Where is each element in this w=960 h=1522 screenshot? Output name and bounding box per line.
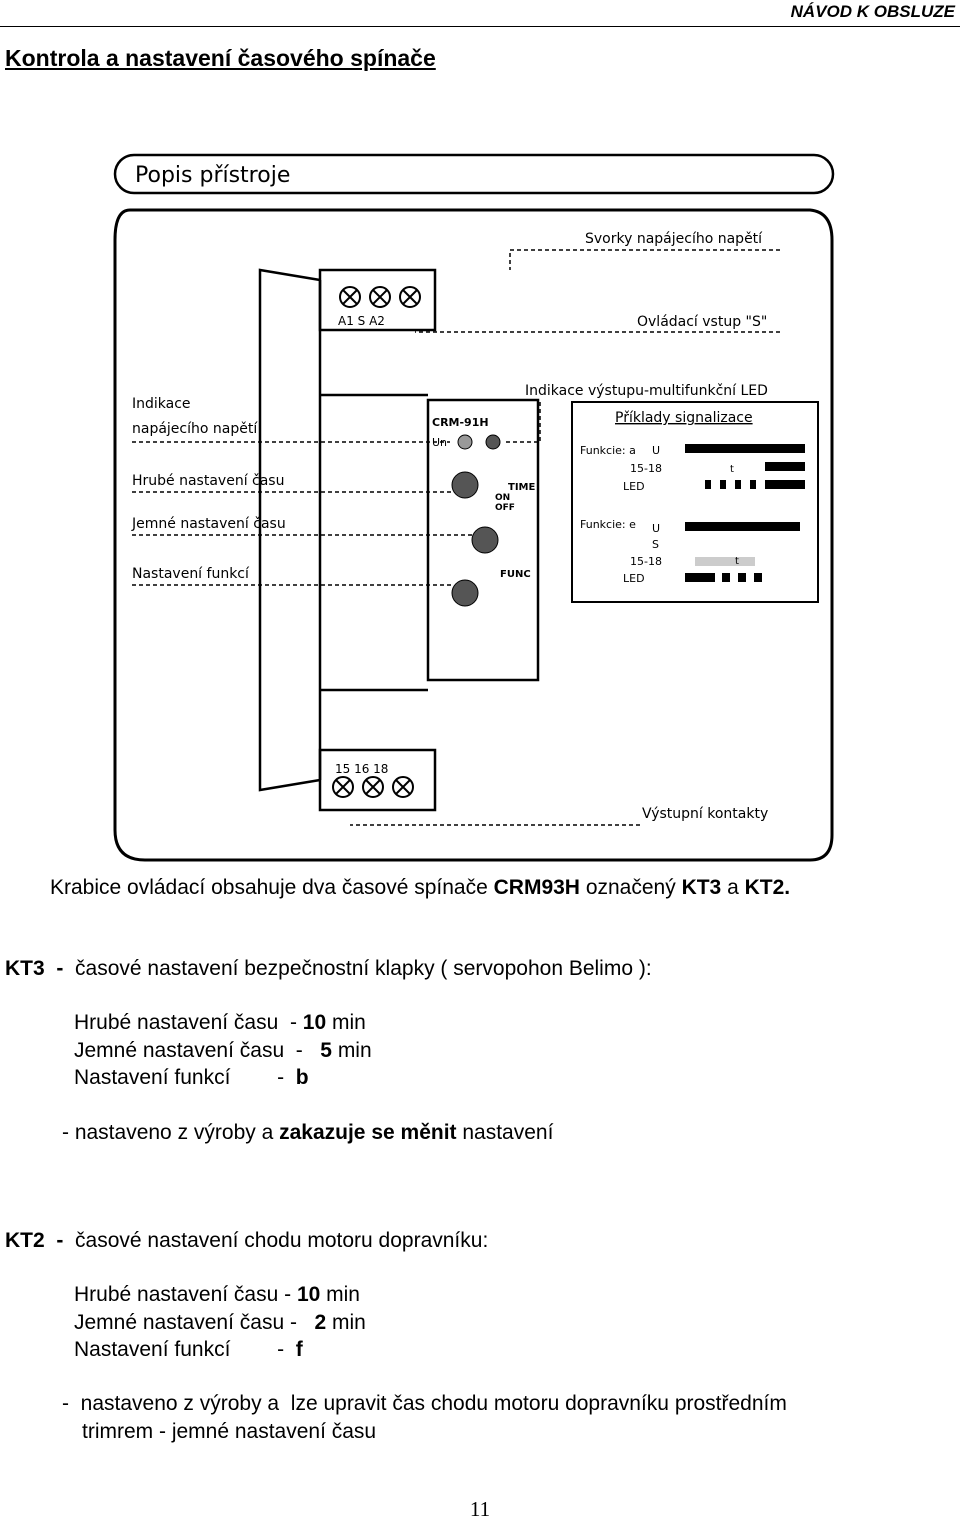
signal-funkce-a: Funkcie: a	[580, 444, 636, 457]
device-model: CRM-91H	[432, 416, 489, 429]
callout-svorky: Svorky napájecího napětí	[585, 231, 763, 247]
time-fine-dial	[472, 527, 498, 553]
signal-led-a: LED	[623, 480, 645, 493]
terminal-labels-top: A1 S A2	[338, 314, 385, 328]
callout-funkci: Nastavení funkcí	[132, 566, 249, 582]
callout-indikace-2: napájecího napětí	[132, 421, 258, 437]
terminal-screws-bottom	[333, 777, 413, 797]
callout-lines-left	[132, 442, 472, 585]
kt3-funkci: Nastavení funkcí - b	[74, 1066, 309, 1089]
device-diagram	[110, 150, 840, 870]
signal-1518-e: 15-18	[630, 555, 662, 568]
callout-indikace-1: Indikace	[132, 396, 191, 412]
func-label: FUNC	[500, 569, 531, 580]
document-header: NÁVOD K OBSLUZE	[790, 2, 955, 21]
kt2-note-line2: trimrem - jemné nastavení času	[82, 1420, 377, 1443]
un-label: Un	[432, 436, 448, 449]
kt2-jemne: Jemné nastavení času - 2 min	[74, 1311, 366, 1334]
kt3-note: - nastaveno z výroby a zakazuje se měnit nastavení	[62, 1121, 554, 1144]
signal-u-e: U	[652, 522, 661, 535]
signal-t-a: t	[730, 464, 734, 475]
off-label: OFF	[495, 503, 515, 513]
signal-heading: Příklady signalizace	[615, 410, 753, 426]
signal-1518-a: 15-18	[630, 462, 662, 475]
callout-vystupni: Výstupní kontakty	[642, 806, 769, 822]
kt3-hrube: Hrubé nastavení času - 10 min	[74, 1011, 366, 1034]
kt2-hrube: Hrubé nastavení času - 10 min	[74, 1283, 360, 1306]
signal-t-e: t	[735, 556, 739, 567]
time-label: TIME	[508, 482, 536, 493]
kt2-heading: KT2 - časové nastavení chodu motoru dopravníku:	[5, 1229, 489, 1252]
output-led	[486, 435, 500, 449]
time-coarse-dial	[452, 472, 478, 498]
terminal-labels-bottom: 15 16 18	[335, 762, 389, 776]
diagram-heading: Popis přístroje	[135, 163, 291, 188]
callout-indikace-vystupu: Indikace výstupu-multifunkční LED	[525, 383, 768, 399]
terminal-screws-top	[340, 287, 420, 307]
callout-hrube: Hrubé nastavení času	[132, 473, 285, 489]
signal-u-a: U	[652, 444, 661, 457]
kt3-jemne: Jemné nastavení času - 5 min	[74, 1039, 372, 1062]
un-led	[458, 435, 472, 449]
header-rule	[0, 26, 960, 27]
signal-s-e: S	[652, 538, 659, 551]
callout-ovladaci: Ovládací vstup "S"	[637, 314, 768, 330]
kt3-heading: KT3 - časové nastavení bezpečnostní klapky ( servopohon Belimo ):	[5, 957, 652, 980]
on-label: ON	[495, 493, 511, 503]
callout-jemne: Jemné nastavení času	[132, 516, 286, 532]
kt2-funkci: Nastavení funkcí - f	[74, 1338, 303, 1361]
signal-led-e: LED	[623, 572, 645, 585]
intro-line: Krabice ovládací obsahuje dva časové spínače CRM93H označený KT3 a KT2.	[50, 876, 791, 899]
kt2-note-line1: - nastaveno z výroby a lze upravit čas chodu motoru dopravníku prostředním	[62, 1392, 787, 1415]
signal-box	[572, 402, 818, 602]
signal-funkce-e: Funkcie: e	[580, 518, 636, 531]
page-number: 11	[469, 1497, 491, 1521]
func-dial	[452, 580, 478, 606]
page-title: Kontrola a nastavení časového spínače	[5, 45, 436, 71]
